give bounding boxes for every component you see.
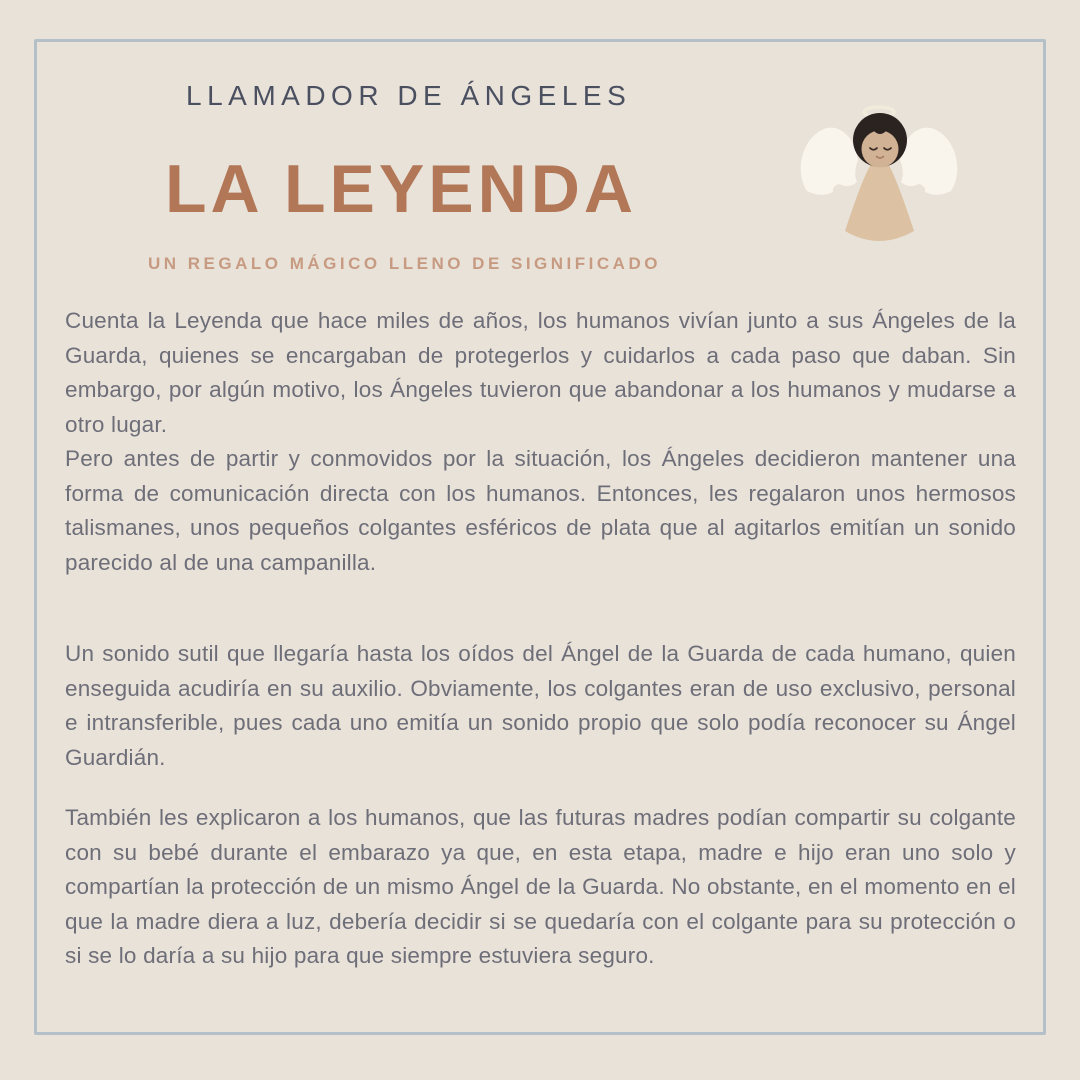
subtitle-text: UN REGALO MÁGICO LLENO DE SIGNIFICADO xyxy=(148,254,661,273)
kicker-text: LLAMADOR DE ÁNGELES xyxy=(186,80,632,111)
legend-paragraph-1: Cuenta la Leyenda que hace miles de años, los humanos vivían junto a sus Ángeles de la Guarda, quienes se encargaban de protegerlos y cuidarlos a cada paso que daban. Sin embargo, por algún motivo, los Ángeles tuvieron que abandonar a los humanos y mudarse a otro lugar. xyxy=(65,308,1016,437)
angel-right-wing xyxy=(900,128,957,195)
angel-left-wing xyxy=(801,128,858,195)
legend-paragraph-3: Un sonido sutil que llegaría hasta los oídos del Ángel de la Guarda de cada humano, quien enseguida acudiría en su auxilio. Obviamente, los colgantes eran de uso exclusivo, personal e intransferible, pues cada uno emitía un sonido propio que solo podía reconocer su Ángel Guardián. xyxy=(65,641,1016,770)
angel-illustration-svg xyxy=(793,85,965,253)
legend-text-block xyxy=(65,304,1016,974)
angel-icon xyxy=(793,85,965,253)
angel-face xyxy=(862,131,899,168)
legend-paragraph-2: Pero antes de partir y conmovidos por la situación, los Ángeles decidieron mantener una forma de comunicación directa con los humanos. Entonces, les regalaron unos hermosos talismanes, unos pequeños colgantes esféricos de plata que al agitarlos emitían un sonido parecido al de una campanilla. xyxy=(65,446,1016,575)
legend-paragraph-4: También les explicaron a los humanos, que las futuras madres podían compartir su colgante con su bebé durante el embarazo ya que, en esta etapa, madre e hijo eran uno solo y compartían la protección de un mismo Ángel de la Guarda. No obstante, en el momento en el que la madre diera a luz, debería decidir si se quedaría con el colgante para su protección o si se lo daría a su hijo para que siempre estuviera seguro. xyxy=(65,805,1016,968)
page-title: LA LEYENDA xyxy=(165,151,637,227)
